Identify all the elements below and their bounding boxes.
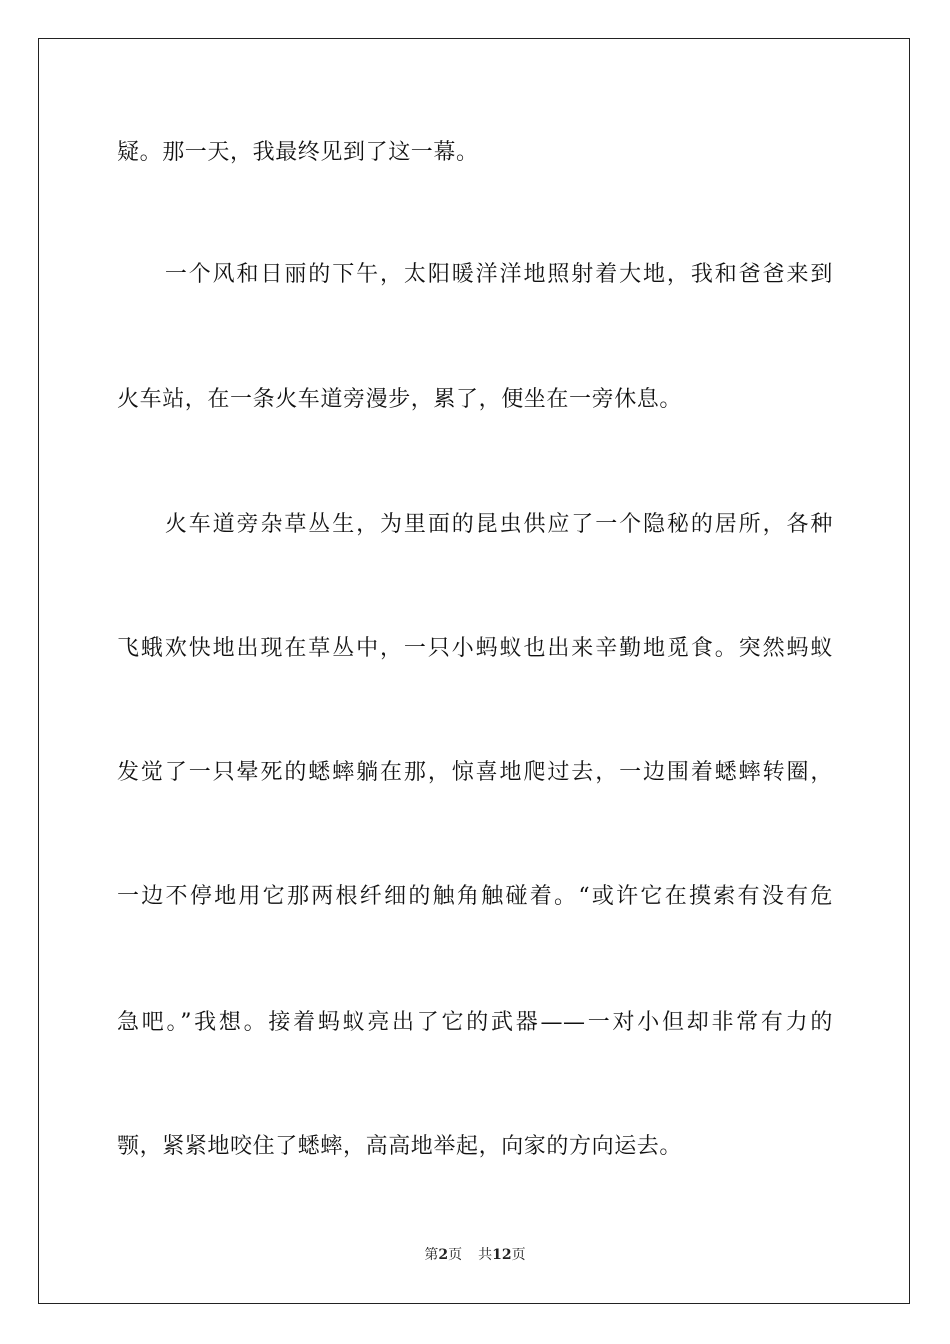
text-line-9: 颚，紧紧地咬住了蟋蟀，高高地举起，向家的方向运去。 [117,1134,683,1159]
text-line-8: 急吧。”我想。接着蚂蚁亮出了它的武器——一对小但却非常有力的 [117,1010,833,1035]
page-footer [0,1245,950,1265]
text-line-6: 发觉了一只晕死的蟋蟀躺在那，惊喜地爬过去，一边围着蟋蟀转圈， [117,760,833,785]
text-line-1: 疑。那一天，我最终见到了这一幕。 [117,140,479,165]
text-line-5: 飞蛾欢快地出现在草丛中，一只小蚂蚁也出来辛勤地觅食。突然蚂蚁 [117,636,833,661]
page-frame [38,38,910,1304]
total-prefix: 共 [478,1247,493,1263]
text-line-2: 一个风和日丽的下午，太阳暖洋洋地照射着大地，我和爸爸来到 [117,262,833,287]
page-prefix: 第 [424,1247,439,1263]
page-number: 2 [438,1247,449,1263]
text-line-7: 一边不停地用它那两根纤细的触角触碰着。“或许它在摸索有没有危 [117,884,833,909]
total-pages: 12 [492,1247,512,1263]
page-suffix: 页 [448,1247,463,1263]
text-line-4: 火车道旁杂草丛生，为里面的昆虫供应了一个隐秘的居所，各种 [117,512,833,537]
total-suffix: 页 [511,1247,526,1263]
text-line-3: 火车站，在一条火车道旁漫步，累了，便坐在一旁休息。 [117,387,683,412]
